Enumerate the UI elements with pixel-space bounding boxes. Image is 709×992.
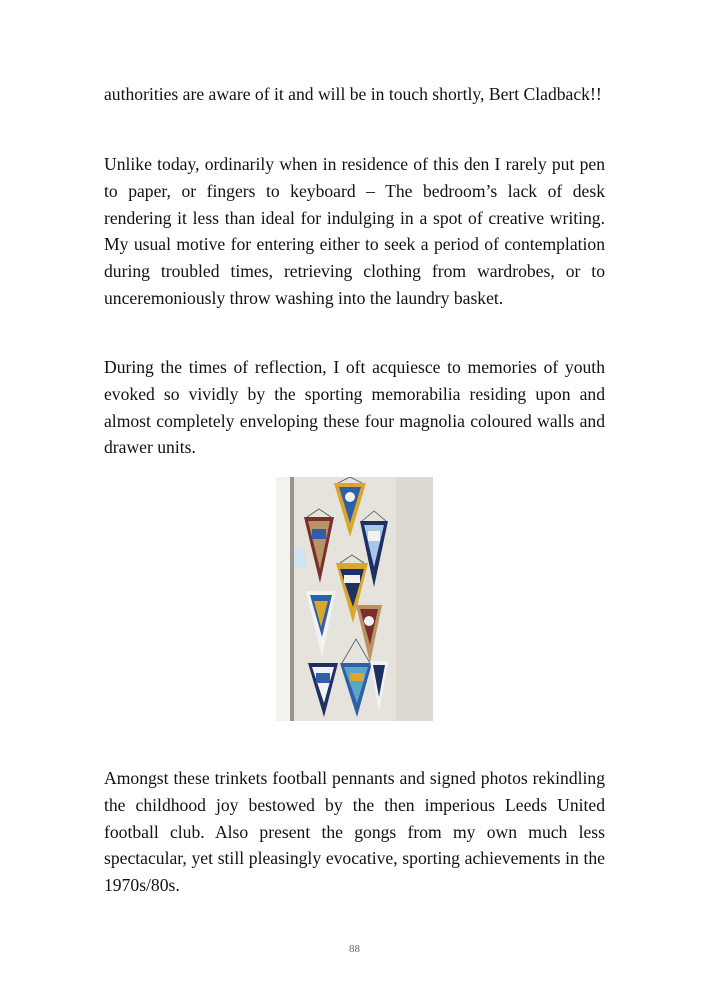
paragraph-2: Unlike today, ordinarily when in residence of this den I rarely put pen to paper, or fingers to keyboard – The bedroom’s lack of desk rendering it less than ideal for indulging in a spot of creative writing. My usual motive for entering either to seek a period of contemplation during troubled times, retrieving clothing from wardrobes, or to unceremoniously throw washing into the laundry basket. [104, 154, 605, 308]
page-number: 88 [349, 943, 360, 955]
paragraph-4: Amongst these trinkets football pennants and signed photos rekindling the childhood joy bestowed by the then imperious Leeds United football club. Also present the gongs from my own much less spectacular, yet still pleasingly evocative, sporting achievements in the 1970s/80s. [104, 768, 605, 896]
door-shadow [290, 477, 294, 721]
paragraph-3: During the times of reflection, I oft acquiesce to memories of youth evoked so vividly by the sporting memorabilia residing upon and almost completely enveloping these four magnolia coloured walls and drawer units. [104, 357, 605, 458]
wall-shade [396, 477, 433, 721]
small-sticker [294, 549, 306, 567]
paragraph-1: authorities are aware of it and will be in touch shortly, Bert Cladback!! [104, 84, 602, 104]
pennants-photo [276, 477, 433, 721]
door-frame [276, 477, 290, 721]
